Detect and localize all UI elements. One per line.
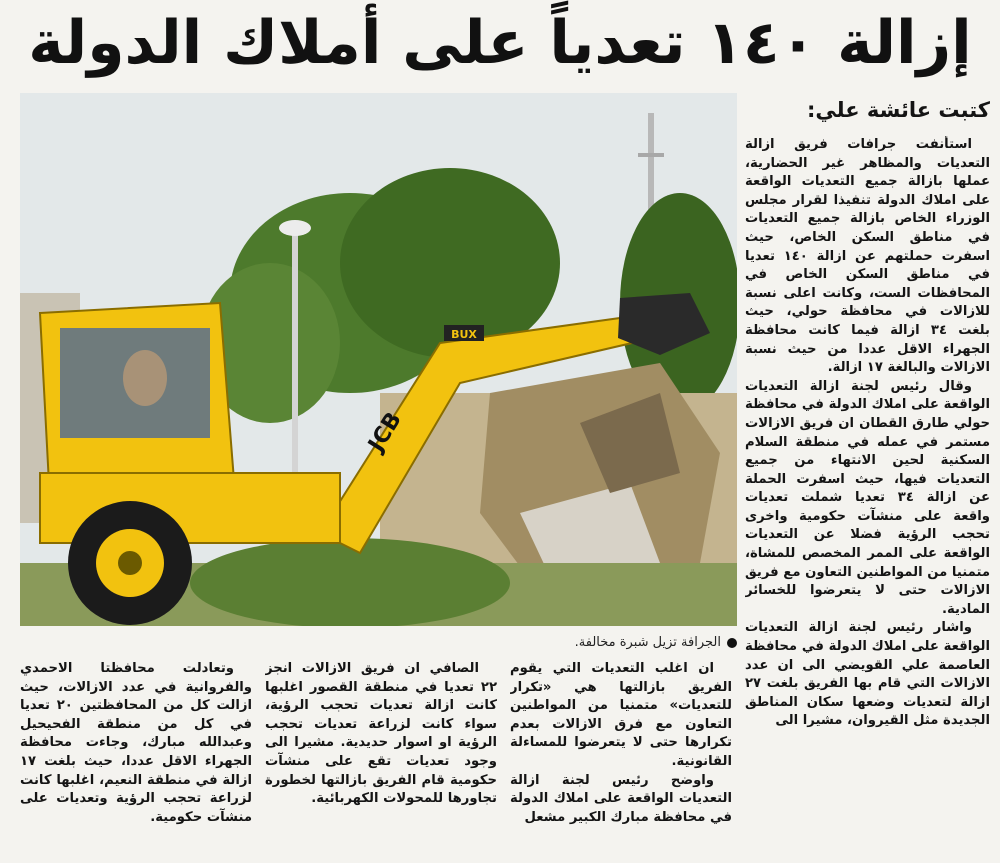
jcb-logo: JCB — [363, 408, 407, 457]
paragraph: واوضح رئيس لجنة ازالة التعديات الواقعة على املاك الدولة في محافظة مبارك الكبير مشعل — [510, 772, 732, 825]
paragraph: ان اغلب التعديات التي يقوم الفريق بازالتها هي «تكرار للتعديات» متمنيا من المواطنين التعاون مع فرق الازالات بعدم تكرارها حتى لا يتعرضوا للمساءلة القانونية. — [510, 661, 732, 769]
paragraph: وتعادلت محافظتا الاحمدي والفروانية في عدد الازالات، حيث ازالت كل من المحافظتين ٢٠ تعديا في كل من منطقة الفحيحيل وعبدالله مبارك، وجاءت محافظة الجهراء الاقل عددا، حيث بلغت ١٧ ازالة في منطقة النعيم، اغلبها كانت لزراعة تحجب الرؤية وتعديات على منشآت حكومية. — [20, 661, 252, 825]
article-photo — [20, 93, 737, 626]
paragraph: الصافي ان فريق الازالات انجز ٢٢ تعديا في منطقة القصور اغلبها كانت ازالة تعديات تحجب الرؤية، سواء كانت لزراعة تعديات تحجب الرؤية او اسوار حديدية. مشيرا الى وجود تعديات تقع على منشآت حكومية قام الفريق بازالتها لخطورة تجاورها للمحولات الكهربائية. — [265, 661, 497, 807]
operator — [123, 350, 167, 406]
article-column-bottom-1 — [510, 660, 732, 860]
article-column-bottom-2 — [265, 660, 497, 860]
backhoe-loader-photo — [20, 93, 737, 626]
headline: إزالة ١٤٠ تعدياً على أملاك الدولة — [28, 8, 972, 78]
paragraph: واشار رئيس لجنة ازالة التعديات الواقعة على املاك الدولة في محافظة العاصمة علي القويضي الى ان عدد الازالات التي قام بها الفريق بلغت ٢٧ ازالة لتعديات وضعها سكان المناطق الجديدة مثل القيروان، مشيرا الى — [745, 620, 990, 729]
article-column-right — [745, 136, 990, 858]
bucket-label: BUX — [451, 328, 477, 341]
article-column-bottom-3 — [20, 660, 252, 860]
byline: كتبت عائشة علي: — [807, 98, 990, 122]
caption-text: الجرافة تزيل شبرة مخالفة. — [574, 635, 721, 650]
paragraph: استأنفت جرافات فريق ازالة التعديات والمظاهر غير الحضارية، عملها بازالة جميع التعديات الواقعة على املاك الدولة تنفيذا لقرار مجلس الوزراء الخاص بازالة جميع التعديات في مناطق السكن الخاص، حيث اسفرت حملتهم عن ازالة ١٤٠ تعديا في مناطق السكن الخاص في المحافظات الست، وكانت اعلى نسبة للازالات في محافظة حولي، حيث بلغت ٣٤ ازالة فيما كانت محافظة الجهراء الاقل عددا من حيث نسبة الازالات والبالغة ١٧ ازالة. — [745, 137, 990, 376]
bullet-icon — [727, 638, 737, 648]
photo-caption — [20, 632, 737, 654]
paragraph: وقال رئيس لجنة ازالة التعديات الواقعة على املاك الدولة في محافظة حولي طارق القطان ان فريق الازالات مستمر في عمله في منطقة السلام السكنية لحين الانتهاء من جميع التعديات فيها، حيث اسفرت الحملة عن ازالة ٣٤ تعديا شملت تعديات واقعة على منشآت حكومية واخرى تحجب الرؤية فضلا عن التعديات الواقعة على الممر المخصص للمشاة، متمنيا من المواطنين التعاون مع فريق الازالات حتى لا يتعرضوا للخسائر المادية. — [745, 378, 990, 617]
